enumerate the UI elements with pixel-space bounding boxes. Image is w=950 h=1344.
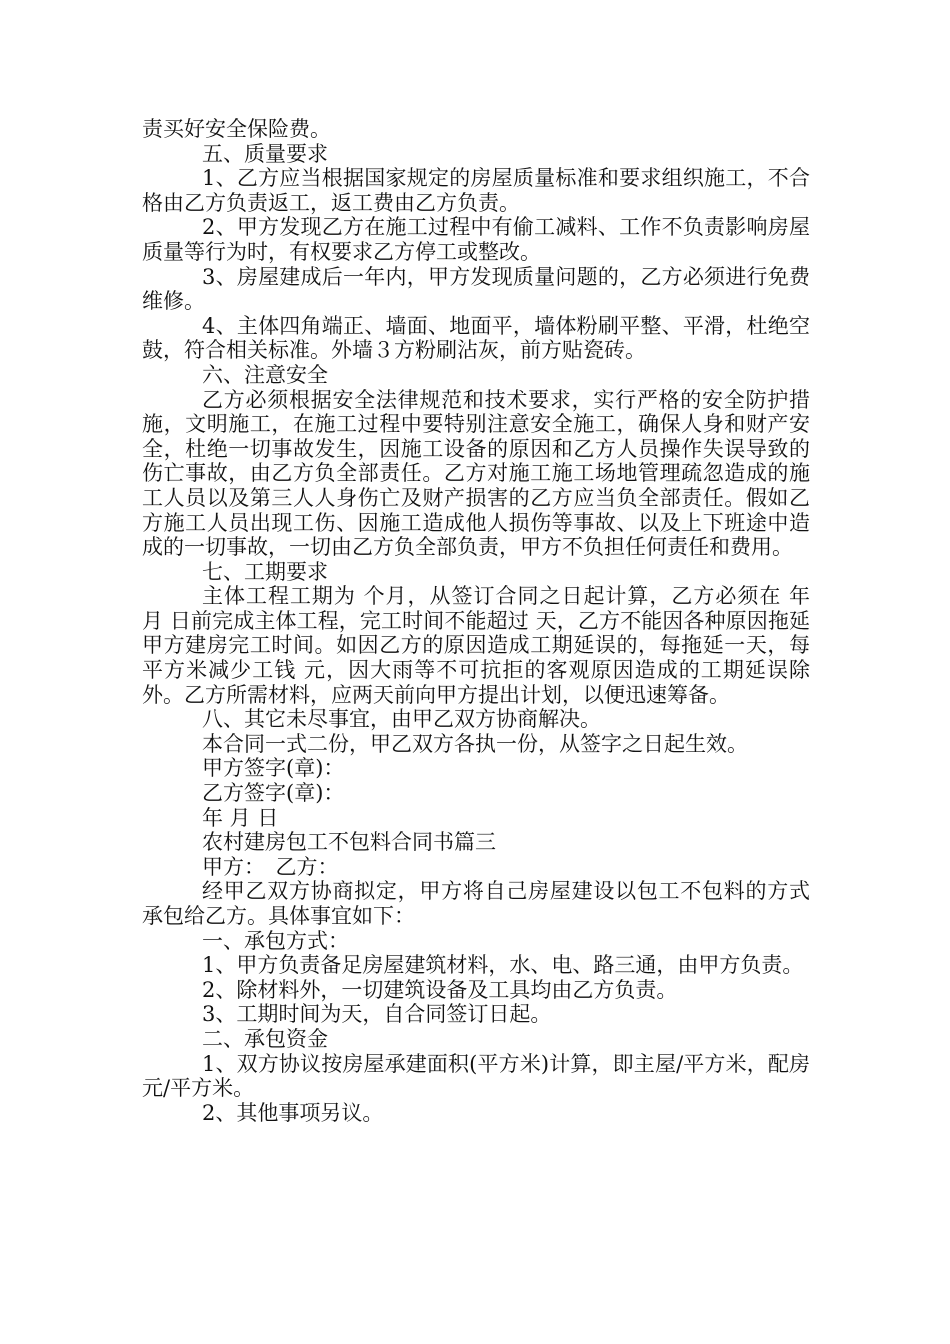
paragraph-safety: 乙方必须根据安全法律规范和技术要求，实行严格的安全防护措施，文明施工，在施工过程中要特别注意安全施工，确保人身和财产安全，杜绝一切事故发生，因施工设备的原因和乙方人员操作失误导致的伤亡事故，由乙方负全部责任。乙方对施工施工场地管理疏忽造成的施工人员以及第三人人身伤亡及财产损害的乙方应当负全部责任。假如乙方施工人员出现工伤、因施工造成他人损伤等事故、以及上下班途中造成的一切事故，一切由乙方负全部负责，甲方不负担任何责任和费用。 [142,387,810,560]
section-title-part-three: 农村建房包工不包料合同书篇三 [202,830,496,855]
paragraph-intro: 经甲乙双方协商拟定，甲方将自己房屋建设以包工不包料的方式承包给乙方。具体事宜如下： [142,879,810,928]
clause-method-3: 3、工期时间为天，自合同签订日起。 [202,1002,552,1027]
clause-copies: 本合同一式二份，甲乙双方各执一份，从签字之日起生效。 [202,731,748,756]
signature-party-b: 乙方签字(章)： [202,781,345,806]
heading-safety: 六、注意安全 [202,362,328,387]
clause-method-1: 1、甲方负责备足房屋建筑材料，水、电、路三通，由甲方负责。 [202,953,804,978]
contract-body [142,117,810,1125]
signature-party-a: 甲方签字(章)： [202,756,345,781]
clause-quality-4: 4、主体四角端正、墙面、地面平，墙体粉刷平整、平滑，杜绝空鼓，符合相关标准。外墙３方粉刷沾灰，前方贴瓷砖。 [142,313,810,363]
signature-date: 年 月 日 [202,805,279,830]
clause-quality-2: 2、甲方发现乙方在施工过程中有偷工减料、工作不负责影响房屋质量等行为时，有权要求乙方停工或整改。 [142,215,810,264]
clause-funds-1: 1、双方协议按房屋承建面积(平方米)计算，即主屋/平方米，配房元/平方米。 [142,1051,810,1101]
clause-funds-2: 2、其他事项另议。 [202,1100,384,1125]
clause-quality-3: 3、房屋建成后一年内，甲方发现质量问题的，乙方必须进行免费维修。 [142,264,810,314]
heading-contract-method: 一、承包方式： [202,928,349,953]
clause-quality-1: 1、乙方应当根据国家规定的房屋质量标准和要求组织施工，不合格由乙方负责返工，返工费由乙方负责。 [142,166,810,215]
parties-line: 甲方： 乙方： [202,854,339,879]
clause-other-matters: 八、其它未尽事宜，由甲乙双方协商解决。 [202,707,601,732]
heading-contract-funds: 二、承包资金 [202,1026,328,1051]
heading-quality-requirements: 五、质量要求 [202,141,328,166]
heading-schedule: 七、工期要求 [202,559,328,584]
paragraph-schedule: 主体工程工期为 个月，从签订合同之日起计算，乙方必须在 年 月 日前完成主体工程，完工时间不能超过 天，乙方不能因各种原因拖延甲方建房完工时间。如因乙方的原因造成工期延误的，每拖延一天，每平方米减少工钱 元，因大雨等不可抗拒的客观原因造成的工期延误除外。乙方所需材料，应两天前向甲方提出计划，以便迅速筹备。 [142,584,810,707]
clause-method-2: 2、除材料外，一切建筑设备及工具均由乙方负责。 [202,977,678,1002]
paragraph-insurance-tail: 责买好安全保险费。 [142,117,331,141]
